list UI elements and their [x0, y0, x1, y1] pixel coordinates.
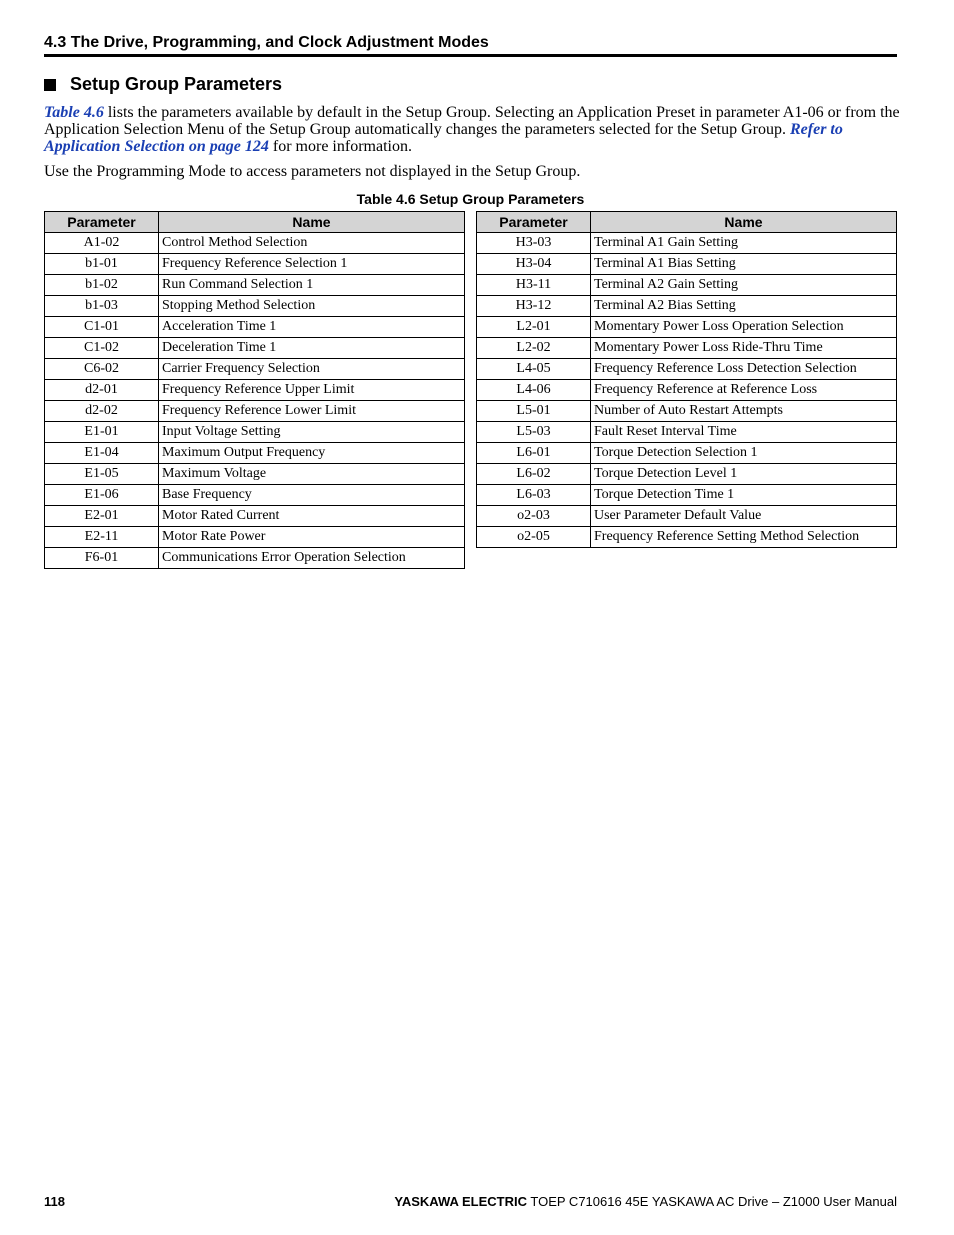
parameter-code-cell: E1-04: [45, 443, 159, 464]
parameters-table-left: [44, 211, 465, 569]
table-row: [477, 233, 897, 254]
parameter-name-cell: Run Command Selection 1: [159, 275, 465, 296]
table-row: [477, 401, 897, 422]
parameter-code-cell: F6-01: [45, 548, 159, 569]
parameter-name-cell: Maximum Voltage: [159, 464, 465, 485]
parameter-code-cell: L6-02: [477, 464, 591, 485]
parameter-name-cell: Torque Detection Selection 1: [591, 443, 897, 464]
section-header-title: 4.3 The Drive, Programming, and Clock Adjustment Modes: [44, 34, 489, 51]
column-header-parameter: Parameter: [45, 212, 159, 233]
parameter-name-cell: Acceleration Time 1: [159, 317, 465, 338]
parameter-name-cell: Terminal A2 Bias Setting: [591, 296, 897, 317]
parameter-name-cell: Terminal A1 Bias Setting: [591, 254, 897, 275]
parameter-code-cell: b1-03: [45, 296, 159, 317]
table-header-row: [477, 212, 897, 233]
table-link[interactable]: Table 4.6: [44, 104, 104, 121]
parameter-name-cell: Input Voltage Setting: [159, 422, 465, 443]
parameter-code-cell: C1-02: [45, 338, 159, 359]
parameter-code-cell: d2-01: [45, 380, 159, 401]
section-heading-text: Setup Group Parameters: [70, 74, 283, 94]
parameter-code-cell: L2-01: [477, 317, 591, 338]
parameter-code-cell: H3-04: [477, 254, 591, 275]
footer-doc-title: TOEP C710616 45E YASKAWA AC Drive – Z1000 User Manual: [527, 1194, 897, 1209]
parameter-name-cell: Torque Detection Time 1: [591, 485, 897, 506]
table-row: [45, 254, 465, 275]
intro-text-2: for more information.: [268, 138, 412, 155]
parameter-code-cell: L5-01: [477, 401, 591, 422]
parameter-name-cell: User Parameter Default Value: [591, 506, 897, 527]
parameter-name-cell: Frequency Reference Upper Limit: [159, 380, 465, 401]
table-row: [45, 296, 465, 317]
parameter-code-cell: E1-01: [45, 422, 159, 443]
column-header-parameter: Parameter: [477, 212, 591, 233]
parameter-name-cell: Base Frequency: [159, 485, 465, 506]
parameter-code-cell: E2-11: [45, 527, 159, 548]
programming-mode-paragraph: Use the Programming Mode to access parameters not displayed in the Setup Group.: [44, 163, 581, 180]
parameter-code-cell: E1-06: [45, 485, 159, 506]
parameter-name-cell: Fault Reset Interval Time: [591, 422, 897, 443]
parameter-name-cell: Deceleration Time 1: [159, 338, 465, 359]
parameter-code-cell: C6-02: [45, 359, 159, 380]
parameter-code-cell: L4-06: [477, 380, 591, 401]
parameter-name-cell: Control Method Selection: [159, 233, 465, 254]
parameter-code-cell: o2-03: [477, 506, 591, 527]
table-row: [477, 338, 897, 359]
column-header-name: Name: [591, 212, 897, 233]
table-row: [45, 527, 465, 548]
table-row: [45, 422, 465, 443]
parameter-name-cell: Momentary Power Loss Ride-Thru Time: [591, 338, 897, 359]
parameter-name-cell: Stopping Method Selection: [159, 296, 465, 317]
parameter-name-cell: Carrier Frequency Selection: [159, 359, 465, 380]
table-row: [45, 548, 465, 569]
bullet-square-icon: [44, 79, 56, 91]
table-row: [477, 296, 897, 317]
table-row: [45, 506, 465, 527]
parameter-name-cell: Frequency Reference Lower Limit: [159, 401, 465, 422]
parameter-name-cell: Terminal A1 Gain Setting: [591, 233, 897, 254]
parameter-code-cell: L4-05: [477, 359, 591, 380]
parameter-name-cell: Motor Rated Current: [159, 506, 465, 527]
table-header-row: [45, 212, 465, 233]
parameter-code-cell: d2-02: [45, 401, 159, 422]
table-row: [477, 485, 897, 506]
table-row: [45, 275, 465, 296]
footer-document-info: [394, 1194, 897, 1209]
application-selection-link[interactable]: Refer to Application Selection on page 124: [44, 121, 843, 155]
parameter-name-cell: Motor Rate Power: [159, 527, 465, 548]
table-row: [45, 359, 465, 380]
parameter-name-cell: Frequency Reference Loss Detection Selection: [591, 359, 897, 380]
table-row: [477, 275, 897, 296]
table-row: [477, 317, 897, 338]
table-row: [45, 464, 465, 485]
section-heading: [44, 74, 282, 95]
parameter-name-cell: Frequency Reference Selection 1: [159, 254, 465, 275]
table-row: [45, 485, 465, 506]
parameter-code-cell: L2-02: [477, 338, 591, 359]
parameter-code-cell: A1-02: [45, 233, 159, 254]
table-row: [477, 443, 897, 464]
parameter-code-cell: H3-03: [477, 233, 591, 254]
parameter-name-cell: Torque Detection Level 1: [591, 464, 897, 485]
table-row: [477, 359, 897, 380]
column-header-name: Name: [159, 212, 465, 233]
parameter-name-cell: Terminal A2 Gain Setting: [591, 275, 897, 296]
parameter-name-cell: Maximum Output Frequency: [159, 443, 465, 464]
table-row: [45, 338, 465, 359]
parameter-name-cell: Frequency Reference Setting Method Selection: [591, 527, 897, 548]
parameter-code-cell: L6-01: [477, 443, 591, 464]
parameter-code-cell: H3-11: [477, 275, 591, 296]
parameter-code-cell: b1-02: [45, 275, 159, 296]
parameter-code-cell: L6-03: [477, 485, 591, 506]
table-caption: Table 4.6 Setup Group Parameters: [356, 191, 585, 207]
table-row: [45, 443, 465, 464]
parameter-code-cell: b1-01: [45, 254, 159, 275]
parameter-name-cell: Frequency Reference at Reference Loss: [591, 380, 897, 401]
parameter-code-cell: C1-01: [45, 317, 159, 338]
parameter-name-cell: Communications Error Operation Selection: [159, 548, 465, 569]
table-row: [45, 233, 465, 254]
table-row: [477, 464, 897, 485]
table-row: [477, 506, 897, 527]
parameter-name-cell: Momentary Power Loss Operation Selection: [591, 317, 897, 338]
intro-text-1: lists the parameters available by default in the Setup Group. Selecting an Application Preset in parameter A1-06 or from the Application Selection Menu of the Setup Group automatically changes the parameters selected for the Setup Group.: [44, 104, 900, 138]
table-row: [477, 527, 897, 548]
parameter-code-cell: o2-05: [477, 527, 591, 548]
parameters-table-right: [476, 211, 897, 548]
parameter-code-cell: E2-01: [45, 506, 159, 527]
footer-brand: YASKAWA ELECTRIC: [394, 1194, 528, 1209]
header-rule: [44, 54, 897, 57]
table-row: [477, 422, 897, 443]
parameter-code-cell: E1-05: [45, 464, 159, 485]
intro-paragraph: [44, 104, 900, 155]
page-number: 118: [44, 1194, 65, 1209]
parameter-name-cell: Number of Auto Restart Attempts: [591, 401, 897, 422]
parameter-code-cell: L5-03: [477, 422, 591, 443]
parameter-code-cell: H3-12: [477, 296, 591, 317]
table-row: [45, 317, 465, 338]
table-row: [45, 401, 465, 422]
table-row: [477, 380, 897, 401]
table-row: [45, 380, 465, 401]
table-row: [477, 254, 897, 275]
